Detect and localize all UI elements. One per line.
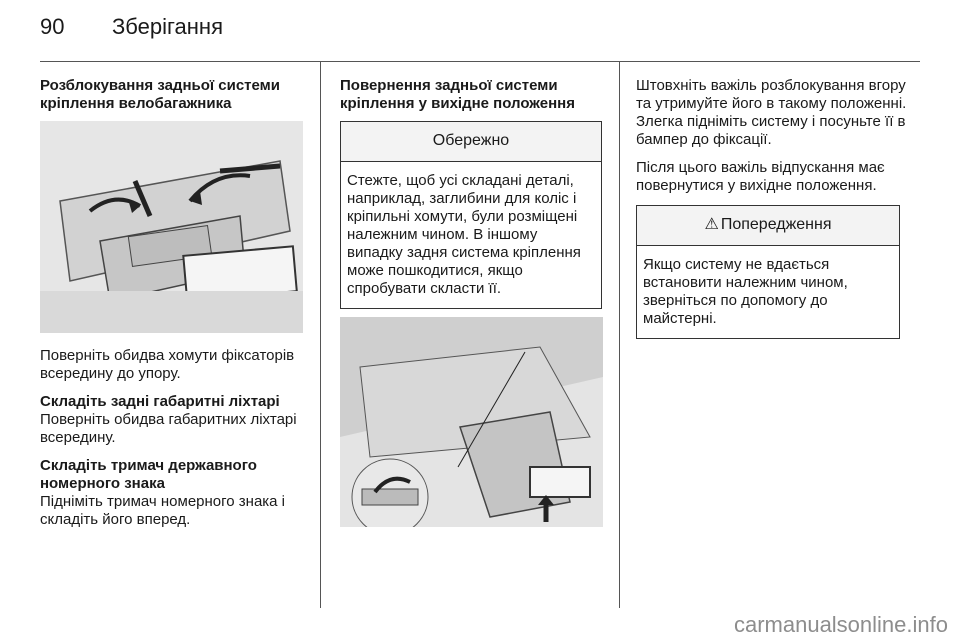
caution-text: Стежте, щоб усі складані деталі, наприклад, заглибини для коліс і кріпильні хомути, були розміщені належним чином. В іншому випадку задня система кріплення може пошкодитися, якщо спробувати скласти її. xyxy=(347,172,581,297)
page-header xyxy=(40,14,920,52)
page-number: 90 xyxy=(40,14,65,39)
page-title: Зберігання xyxy=(112,14,223,39)
bike-carrier-unlock-illustration xyxy=(40,121,303,333)
section-heading-tail-lights: Складіть задні габаритні ліхтарі xyxy=(40,393,280,410)
warning-header xyxy=(637,206,899,246)
warning-title: Попередження xyxy=(720,216,832,233)
paragraph-tail-lights: Поверніть обидва габаритних ліхтарі всередину. xyxy=(40,411,297,446)
caution-box xyxy=(340,121,602,309)
paragraph-rotate-clamps: Поверніть обидва хомути фіксаторів всередину до упору. xyxy=(40,347,295,382)
section-heading-plate-holder: Складіть тримач державного номерного знака xyxy=(40,457,257,492)
column-left xyxy=(40,77,308,529)
column-divider-1 xyxy=(320,62,321,608)
warning-box xyxy=(636,205,900,339)
warning-text: Якщо систему не вдається встановити належним чином, зверніться по допомогу до майстерні. xyxy=(643,256,848,327)
watermark: carmanualsonline.info xyxy=(733,612,948,637)
section-heading-unlock: Розблокування задньої системи кріплення велобагажника xyxy=(40,77,280,112)
paragraph-push-lever: Штовхніть важіль розблокування вгору та утримуйте його в такому положенні. Злегка підніміть систему і посуньте її в бампер до фіксації. xyxy=(636,77,907,148)
header-divider xyxy=(40,61,920,62)
bike-carrier-return-illustration xyxy=(340,317,603,527)
column-middle xyxy=(340,77,602,527)
paragraph-lever-return: Після цього важіль відпускання має повернутися у вихідне положення. xyxy=(636,159,885,194)
section-heading-return: Повернення задньої системи кріплення у вихідне положення xyxy=(340,77,575,112)
column-divider-2 xyxy=(619,62,620,608)
caution-title: Обережно xyxy=(341,122,601,162)
column-right xyxy=(636,77,920,339)
warning-triangle-icon: ⚠ xyxy=(704,216,719,233)
paragraph-plate-holder: Підніміть тримач номерного знака і складіть його вперед. xyxy=(40,493,286,528)
